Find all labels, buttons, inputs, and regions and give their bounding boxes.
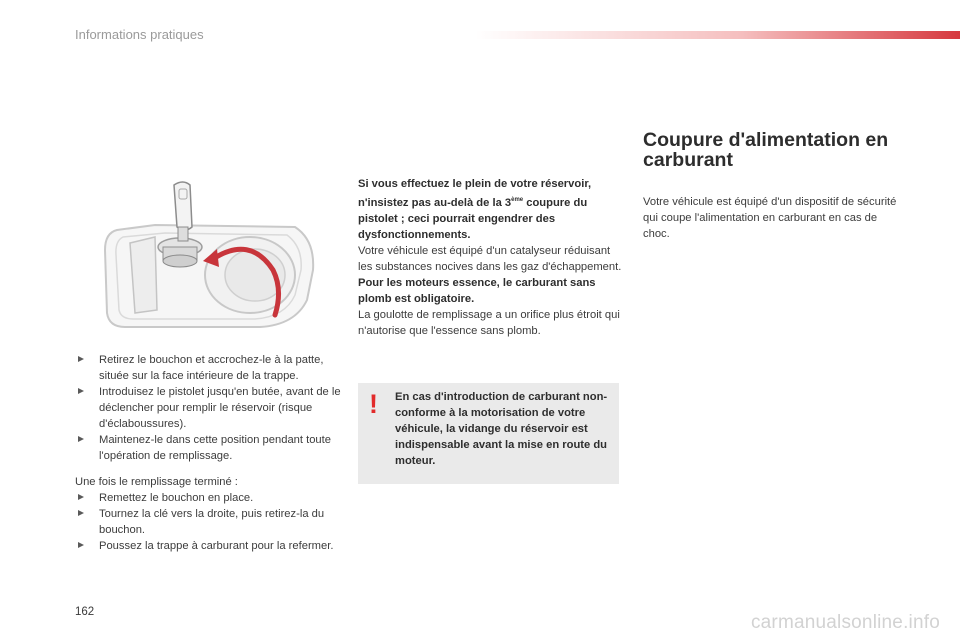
refuelling-instructions bbox=[75, 352, 343, 554]
page-section-title: Informations pratiques bbox=[75, 27, 204, 42]
list-item: Poussez la trappe à carburant pour la refermer. bbox=[75, 538, 343, 554]
fuel-cutoff-section bbox=[643, 130, 903, 242]
nozzle-text: La goulotte de remplissage a un orifice plus étroit qui n'autorise que l'essence sans plomb. bbox=[358, 309, 620, 337]
warning-box bbox=[358, 383, 619, 484]
fuel-cap-illustration bbox=[95, 175, 320, 335]
section-heading: Coupure d'alimentation en carburant bbox=[643, 129, 889, 171]
exclamation-icon: ! bbox=[369, 389, 378, 419]
bullet-arrow-icon bbox=[78, 356, 84, 363]
watermark: carmanualsonline.info bbox=[750, 612, 940, 633]
bullet-arrow-icon bbox=[78, 494, 84, 501]
catalyst-text: Votre véhicule est équipé d'un catalyseur réduisant les substances nocives dans les gaz d'échappement. bbox=[358, 245, 622, 273]
after-fill-intro: Une fois le remplissage terminé : bbox=[75, 476, 238, 488]
list-item: Introduisez le pistolet jusqu'en butée, avant de le déclencher pour remplir le réservoir (risque d'éclaboussures). bbox=[75, 384, 343, 432]
warning-text: En cas d'introduction de carburant non-conforme à la motorisation de votre véhicule, la vidange du réservoir est indispensable avant la mise en route du moteur. bbox=[395, 391, 608, 467]
list-item: Retirez le bouchon et accrochez-le à la patte, située sur la face intérieure de la trappe. bbox=[75, 352, 343, 384]
refill-warning: Si vous effectuez le plein de votre réservoir, n'insistez pas au-delà de la 3ème coupure du pistolet ; ceci pourrait engendrer des dysfonctionnements. bbox=[358, 178, 592, 241]
unleaded-notice: Pour les moteurs essence, le carburant sans plomb est obligatoire. bbox=[358, 277, 596, 305]
bullet-arrow-icon bbox=[78, 436, 84, 443]
page-number: 162 bbox=[75, 606, 95, 618]
list-item: Remettez le bouchon en place. bbox=[75, 490, 343, 506]
fuel-cutoff-text: Votre véhicule est équipé d'un dispositif de sécurité qui coupe l'alimentation en carburant en cas de choc. bbox=[643, 196, 897, 240]
fuel-notes bbox=[358, 176, 626, 339]
header-accent-bar bbox=[475, 31, 960, 39]
bullet-arrow-icon bbox=[78, 388, 84, 395]
bullet-arrow-icon bbox=[78, 542, 84, 549]
bullet-arrow-icon bbox=[78, 510, 84, 517]
list-item: Maintenez-le dans cette position pendant toute l'opération de remplissage. bbox=[75, 432, 343, 464]
list-item: Tournez la clé vers la droite, puis retirez-la du bouchon. bbox=[75, 506, 343, 538]
